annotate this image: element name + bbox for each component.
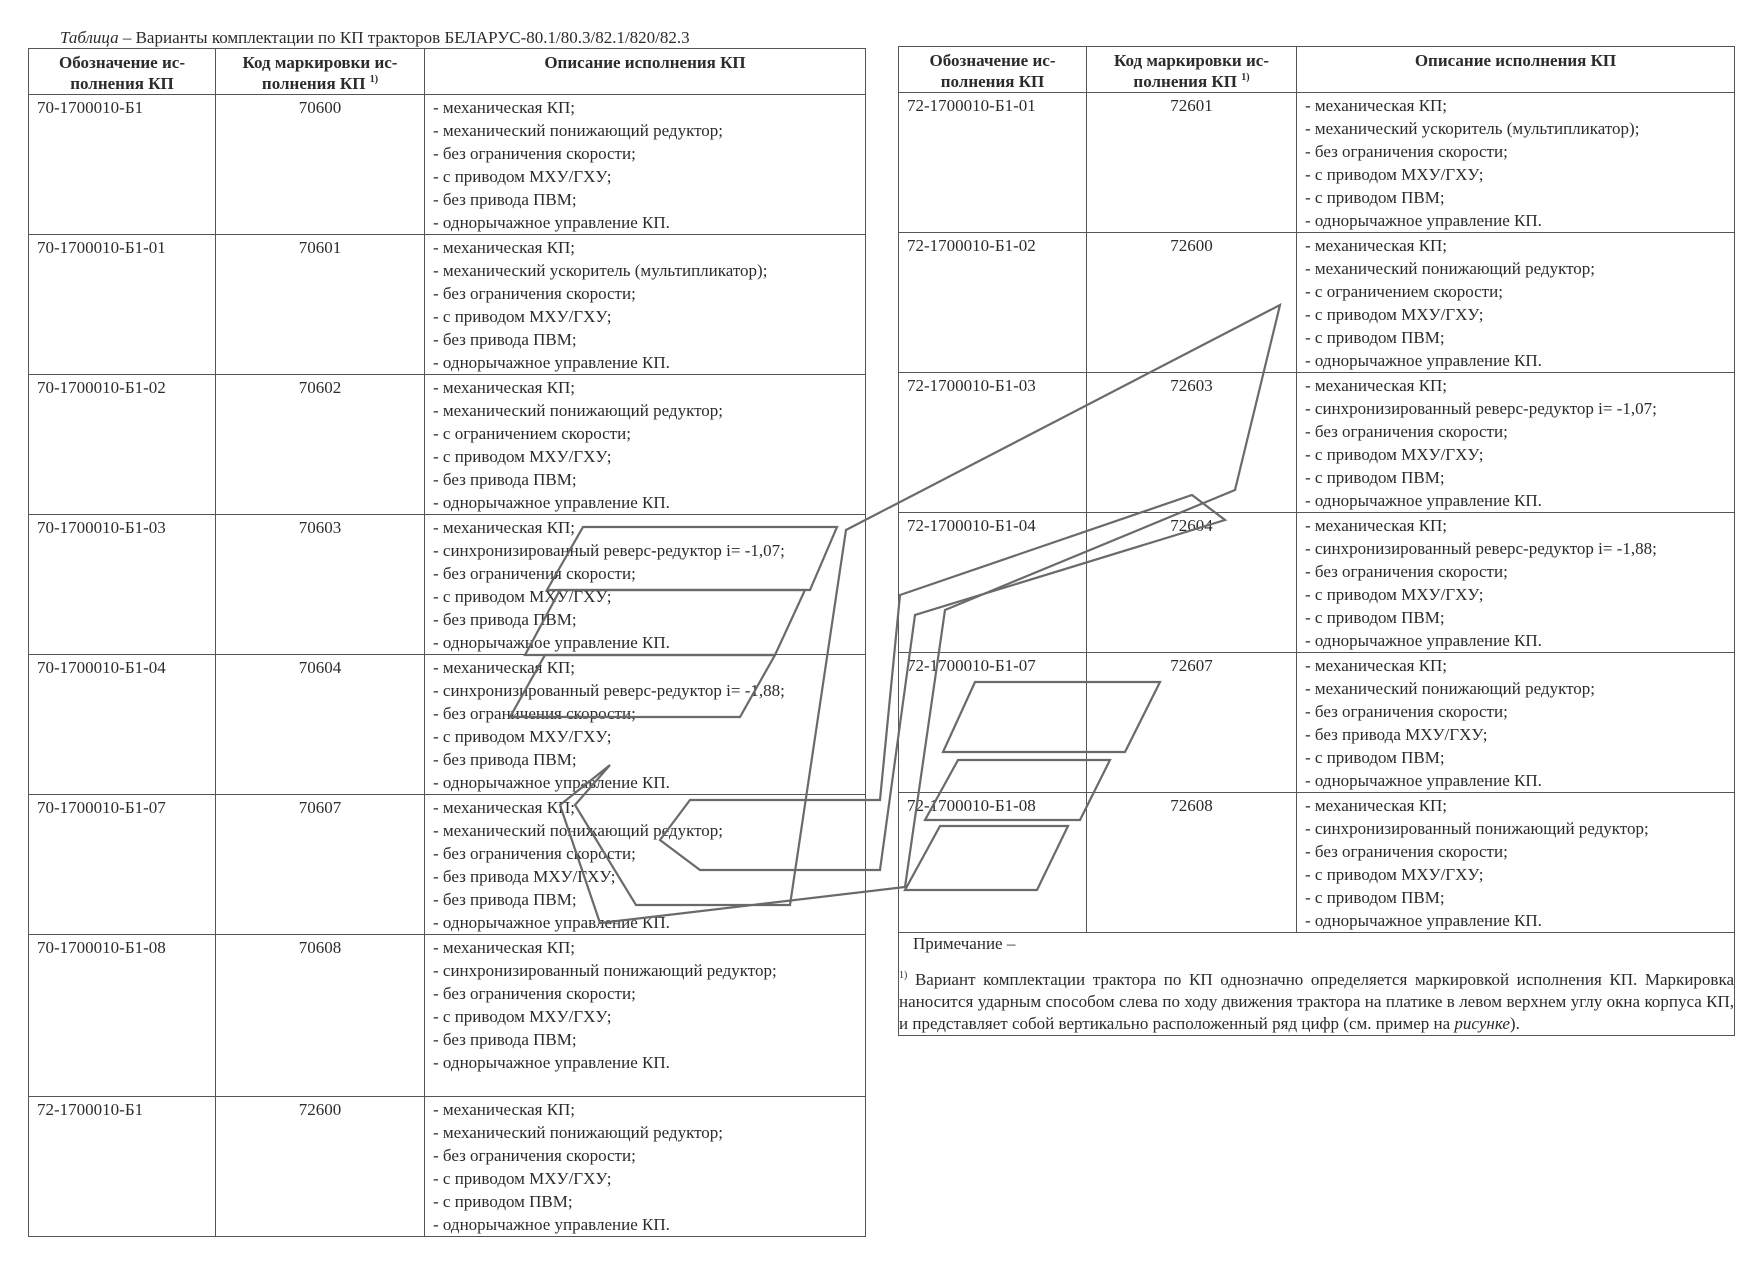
description-line: - механический ускоритель (мультипликатор); (433, 261, 768, 280)
description-line: - с приводом МХУ/ГХУ; (433, 1007, 612, 1026)
description-line: - с приводом МХУ/ГХУ; (1305, 445, 1484, 464)
description-line: - однорычажное управление КП. (433, 353, 670, 372)
code-cell: 72607 (1087, 653, 1297, 793)
description-line: - без привода ПВМ; (433, 190, 577, 209)
note-text: Вариант комплектации трактора по КП однозначно определяется маркировкой исполнения КП. Маркировка наносится ударным способом слева по ходу движения трактора на платике в левом верхнем углу окна корпуса КП, и представляет собой вертикально расположенный ряд цифр (см. пример на (899, 970, 1734, 1033)
description-line: - без привода ПВМ; (433, 1030, 577, 1049)
description-line: - без ограничения скорости; (1305, 842, 1508, 861)
header-description: Описание исполнения КП (425, 49, 866, 95)
description-line: - без привода МХУ/ГХУ; (1305, 725, 1488, 744)
note-heading: Примечание – (913, 934, 1016, 953)
description-line: - с ограничением скорости; (433, 424, 631, 443)
description-line: - механический ускоритель (мультипликатор); (1305, 119, 1640, 138)
description-line: - с приводом МХУ/ГХУ; (433, 587, 612, 606)
table-row (29, 515, 866, 655)
description-line: - с приводом ПВМ; (1305, 888, 1445, 907)
header-description: Описание исполнения КП (1297, 47, 1735, 93)
description-line: - с приводом ПВМ; (433, 1192, 573, 1211)
description-line: - без ограничения скорости; (433, 704, 636, 723)
description-line: - однорычажное управление КП. (433, 493, 670, 512)
description-line: - с приводом МХУ/ГХУ; (1305, 585, 1484, 604)
table-row (29, 1097, 866, 1237)
table-row (29, 655, 866, 795)
designation-cell: 70-1700010-Б1-04 (29, 655, 216, 795)
description-line: - однорычажное управление КП. (1305, 771, 1542, 790)
description-cell (425, 375, 866, 515)
right-table (898, 46, 1735, 1036)
header-designation: Обозначение ис-полнения КП (899, 47, 1087, 93)
designation-cell: 72-1700010-Б1-04 (899, 513, 1087, 653)
code-cell: 72600 (216, 1097, 425, 1237)
designation-cell: 70-1700010-Б1-02 (29, 375, 216, 515)
table-row (899, 93, 1735, 233)
description-line: - механическая КП; (1305, 236, 1448, 255)
description-line: - синхронизированный реверс-редуктор i= -1,88; (1305, 539, 1657, 558)
caption-prefix: Таблица (60, 28, 119, 47)
description-line: - механическая КП; (433, 938, 576, 957)
description-line: - однорычажное управление КП. (1305, 491, 1542, 510)
description-line: - механическая КП; (433, 238, 576, 257)
description-cell (425, 1097, 866, 1237)
header-code-footnote: 1) (369, 74, 379, 85)
description-cell (425, 795, 866, 935)
note-text-italic: рисунке (1454, 1014, 1510, 1033)
description-line: - однорычажное управление КП. (433, 1053, 670, 1072)
description-line: - с приводом МХУ/ГХУ; (433, 167, 612, 186)
description-line: - синхронизированный реверс-редуктор i= -1,88; (433, 681, 785, 700)
description-cell (1297, 373, 1735, 513)
code-cell: 70608 (216, 935, 425, 1097)
description-cell (1297, 233, 1735, 373)
header-row (899, 47, 1735, 93)
designation-cell: 72-1700010-Б1-01 (899, 93, 1087, 233)
description-cell (425, 655, 866, 795)
description-cell (425, 235, 866, 375)
description-line: - однорычажное управление КП. (433, 633, 670, 652)
description-line: - с приводом ПВМ; (1305, 748, 1445, 767)
description-line: - без ограничения скорости; (1305, 422, 1508, 441)
header-code-text: Код маркировки ис-полнения КП (1114, 51, 1269, 91)
description-line: - однорычажное управление КП. (1305, 911, 1542, 930)
description-line: - однорычажное управление КП. (433, 213, 670, 232)
table-row (29, 235, 866, 375)
designation-cell: 70-1700010-Б1-07 (29, 795, 216, 935)
code-cell: 72603 (1087, 373, 1297, 513)
description-line: - однорычажное управление КП. (433, 1215, 670, 1234)
header-code (216, 49, 425, 95)
table-row (29, 795, 866, 935)
code-cell: 70607 (216, 795, 425, 935)
description-line: - с приводом МХУ/ГХУ; (1305, 865, 1484, 884)
description-line: - без ограничения скорости; (433, 564, 636, 583)
description-line: - с приводом МХУ/ГХУ; (433, 1169, 612, 1188)
description-cell (425, 95, 866, 235)
code-cell: 72600 (1087, 233, 1297, 373)
description-line: - с приводом ПВМ; (1305, 328, 1445, 347)
code-cell: 72608 (1087, 793, 1297, 933)
description-line: - механическая КП; (433, 798, 576, 817)
description-line: - механический понижающий редуктор; (1305, 679, 1596, 698)
code-cell: 70601 (216, 235, 425, 375)
code-cell: 72601 (1087, 93, 1297, 233)
description-line: - без привода МХУ/ГХУ; (433, 867, 616, 886)
description-line: - без ограничения скорости; (433, 984, 636, 1003)
table-row (899, 513, 1735, 653)
description-line: - без ограничения скорости; (433, 144, 636, 163)
designation-cell: 70-1700010-Б1 (29, 95, 216, 235)
designation-cell: 72-1700010-Б1-02 (899, 233, 1087, 373)
header-code (1087, 47, 1297, 93)
note-text-end: ). (1509, 1014, 1520, 1033)
header-designation: Обозначение ис-полнения КП (29, 49, 216, 95)
description-line: - без привода ПВМ; (433, 890, 577, 909)
description-line: - механический понижающий редуктор; (1305, 259, 1596, 278)
description-cell (1297, 793, 1735, 933)
description-line: - однорычажное управление КП. (433, 773, 670, 792)
description-line: - без ограничения скорости; (1305, 142, 1508, 161)
description-line: - без ограничения скорости; (433, 284, 636, 303)
description-line: - механический понижающий редуктор; (433, 821, 724, 840)
description-line: - однорычажное управление КП. (1305, 631, 1542, 650)
description-line: - синхронизированный понижающий редуктор; (1305, 819, 1649, 838)
table-row (29, 95, 866, 235)
description-line: - с приводом МХУ/ГХУ; (1305, 165, 1484, 184)
description-line: - без ограничения скорости; (433, 1146, 636, 1165)
code-cell: 70603 (216, 515, 425, 655)
table-caption (60, 28, 690, 48)
description-line: - механический понижающий редуктор; (433, 121, 724, 140)
description-line: - без ограничения скорости; (1305, 562, 1508, 581)
designation-cell: 72-1700010-Б1 (29, 1097, 216, 1237)
description-line: - с приводом МХУ/ГХУ; (433, 447, 612, 466)
description-line: - с приводом ПВМ; (1305, 468, 1445, 487)
designation-cell: 70-1700010-Б1-08 (29, 935, 216, 1097)
description-line: - с приводом МХУ/ГХУ; (433, 727, 612, 746)
header-code-footnote: 1) (1241, 72, 1250, 83)
footnote (899, 933, 1735, 1036)
description-line: - синхронизированный реверс-редуктор i= -1,07; (433, 541, 785, 560)
description-line: - без привода ПВМ; (433, 750, 577, 769)
description-line: - механическая КП; (1305, 516, 1448, 535)
description-line: - без ограничения скорости; (433, 844, 636, 863)
table-row (29, 375, 866, 515)
note-footnote-mark: 1) (899, 970, 908, 981)
description-line: - однорычажное управление КП. (433, 913, 670, 932)
designation-cell: 70-1700010-Б1-01 (29, 235, 216, 375)
table-row (899, 233, 1735, 373)
header-code-text: Код маркировки ис-полнения КП (242, 53, 398, 93)
table-row (899, 653, 1735, 793)
description-line: - без привода ПВМ; (433, 470, 577, 489)
description-line: - механический понижающий редуктор; (433, 1123, 724, 1142)
note-row (899, 933, 1735, 1036)
description-line: - механическая КП; (1305, 796, 1448, 815)
code-cell: 72604 (1087, 513, 1297, 653)
table-row (899, 793, 1735, 933)
note-body (899, 969, 1734, 1035)
designation-cell: 72-1700010-Б1-03 (899, 373, 1087, 513)
description-line: - механическая КП; (433, 658, 576, 677)
description-line: - механический понижающий редуктор; (433, 401, 724, 420)
description-line: - с приводом МХУ/ГХУ; (1305, 305, 1484, 324)
description-line: - механическая КП; (433, 98, 576, 117)
description-cell (425, 935, 866, 1097)
description-line: - однорычажное управление КП. (1305, 351, 1542, 370)
table-row (29, 935, 866, 1097)
description-line: - с ограничением скорости; (1305, 282, 1503, 301)
description-line: - синхронизированный реверс-редуктор i= -1,07; (1305, 399, 1657, 418)
left-table (28, 48, 866, 1237)
description-line: - без привода ПВМ; (433, 330, 577, 349)
code-cell: 70602 (216, 375, 425, 515)
description-line: - механическая КП; (1305, 96, 1448, 115)
description-line: - с приводом МХУ/ГХУ; (433, 307, 612, 326)
description-line: - механическая КП; (1305, 656, 1448, 675)
designation-cell: 72-1700010-Б1-07 (899, 653, 1087, 793)
description-cell (1297, 93, 1735, 233)
description-cell (1297, 513, 1735, 653)
description-line: - механическая КП; (433, 518, 576, 537)
code-cell: 70604 (216, 655, 425, 795)
caption-text: – Варианты комплектации по КП тракторов БЕЛАРУС-80.1/80.3/82.1/820/82.3 (118, 28, 690, 47)
description-line: - однорычажное управление КП. (1305, 211, 1542, 230)
description-line: - синхронизированный понижающий редуктор; (433, 961, 777, 980)
description-line: - с приводом ПВМ; (1305, 188, 1445, 207)
table-row (899, 373, 1735, 513)
description-line: - без ограничения скорости; (1305, 702, 1508, 721)
description-line: - механическая КП; (433, 378, 576, 397)
description-line: - механическая КП; (433, 1100, 576, 1119)
description-cell (1297, 653, 1735, 793)
description-line: - с приводом ПВМ; (1305, 608, 1445, 627)
header-row (29, 49, 866, 95)
description-line: - механическая КП; (1305, 376, 1448, 395)
description-line: - без привода ПВМ; (433, 610, 577, 629)
designation-cell: 72-1700010-Б1-08 (899, 793, 1087, 933)
designation-cell: 70-1700010-Б1-03 (29, 515, 216, 655)
code-cell: 70600 (216, 95, 425, 235)
description-cell (425, 515, 866, 655)
